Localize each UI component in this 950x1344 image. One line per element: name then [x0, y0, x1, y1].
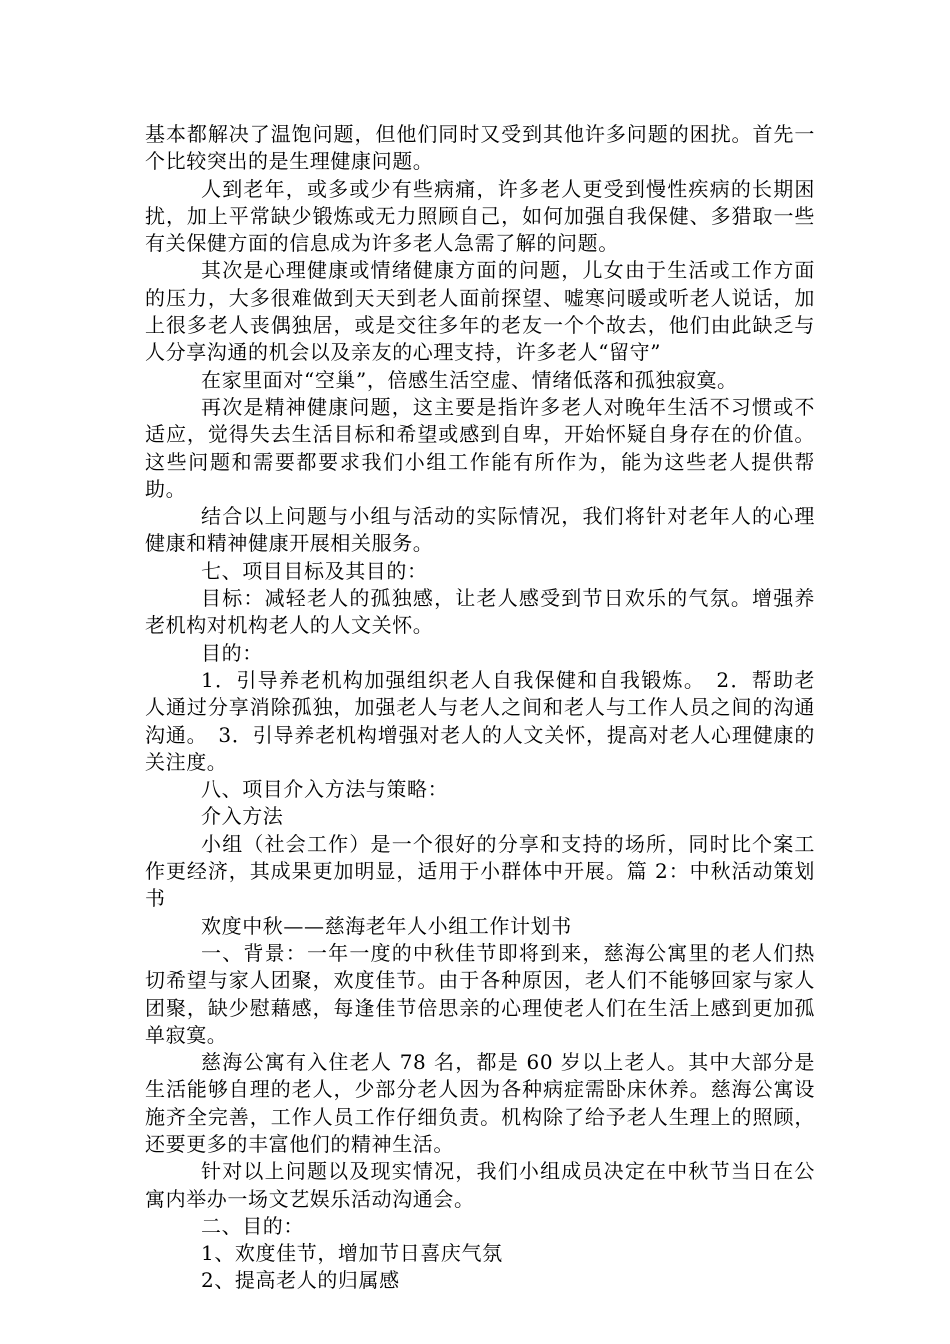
- paragraph-4: 在家里面对“空巢”，倍感生活空虚、情绪低落和孤独寂寞。: [201, 367, 738, 392]
- paragraph-6: 结合以上问题与小组与活动的实际情况，我们将针对老年人的心理健康和精神健康开展相关服务。: [145, 504, 815, 556]
- paragraph-goal: 目标：减轻老人的孤独感，让老人感受到节日欢乐的气氛。增强养老机构对机构老人的人文关怀。: [145, 586, 815, 638]
- purpose-item-1: 1、欢度佳节，增加节日喜庆气氛: [201, 1241, 503, 1266]
- paragraph-method-label: 介入方法: [201, 804, 284, 829]
- paragraph-purpose-label: 目的：: [201, 640, 263, 665]
- paragraph-2: 人到老年，或多或少有些病痛，许多老人更受到慢性疾病的长期困扰，加上平常缺少锻炼或无力照顾自己，如何加强自我保健、多猎取一些有关保健方面的信息成为许多老人急需了解的问题。: [145, 176, 815, 256]
- paragraph-residents: 慈海公寓有入住老人 78 名，都是 60 岁以上老人。其中大部分是生活能够自理的老人，少部分老人因为各种病症需卧床休养。慈海公寓设施齐全完善，工作人员工作仔细负责。机构除了给予老人生理上的照顾，还要更多的丰富他们的精神生活。: [145, 1050, 815, 1156]
- paragraph-decision: 针对以上问题以及现实情况，我们小组成员决定在中秋节当日在公寓内举办一场文艺娱乐活动沟通会。: [145, 1159, 815, 1211]
- section-heading-purpose: 二、目的：: [201, 1213, 304, 1238]
- paragraph-3: 其次是心理健康或情绪健康方面的问题，儿女由于生活或工作方面的压力，大多很难做到天天到老人面前探望、嘘寒问暖或听老人说话，加上很多老人丧偶独居，或是交往多年的老友一个个故去，他们由此缺乏与人分享沟通的机会以及亲友的心理支持，许多老人“留守”: [145, 258, 815, 365]
- paragraph-5: 再次是精神健康问题，这主要是指许多老人对晚年生活不习惯或不适应，觉得失去生活目标和希望或感到自卑，开始怀疑自身存在的价值。这些问题和需要都要求我们小组工作能有所作为，能为这些老人提供帮助。: [145, 394, 815, 501]
- section-heading-8: 八、项目介入方法与策略：: [201, 777, 449, 802]
- document-body: [145, 121, 815, 1295]
- paragraph-1: 基本都解决了温饱问题，但他们同时又受到其他许多问题的困扰。首先一个比较突出的是生理健康问题。: [145, 122, 815, 174]
- paragraph-method: 小组（社会工作）是一个很好的分享和支持的场所，同时比个案工作更经济，其成果更加明显，适用于小群体中开展。篇 2：中秋活动策划书: [145, 831, 815, 911]
- paragraph-background: 一、背景：一年一度的中秋佳节即将到来，慈海公寓里的老人们热切希望与家人团聚，欢度佳节。由于各种原因，老人们不能够回家与家人团聚，缺少慰藉感，每逢佳节倍思亲的心理使老人们在生活上感到更加孤单寂寞。: [145, 940, 815, 1047]
- section-heading-7: 七、项目目标及其目的：: [201, 558, 428, 583]
- plan-title: 欢度中秋——慈海老年人小组工作计划书: [201, 913, 572, 938]
- paragraph-purpose-list: 1．引导养老机构加强组织老人自我保健和自我锻炼。 2．帮助老人通过分享消除孤独，加强老人与老人之间和老人与工作人员之间的沟通沟通。 3．引导养老机构增强对老人的人文关怀，提高对老人心理健康的关注度。: [145, 667, 815, 774]
- purpose-item-2: 2、提高老人的归属感: [201, 1268, 400, 1293]
